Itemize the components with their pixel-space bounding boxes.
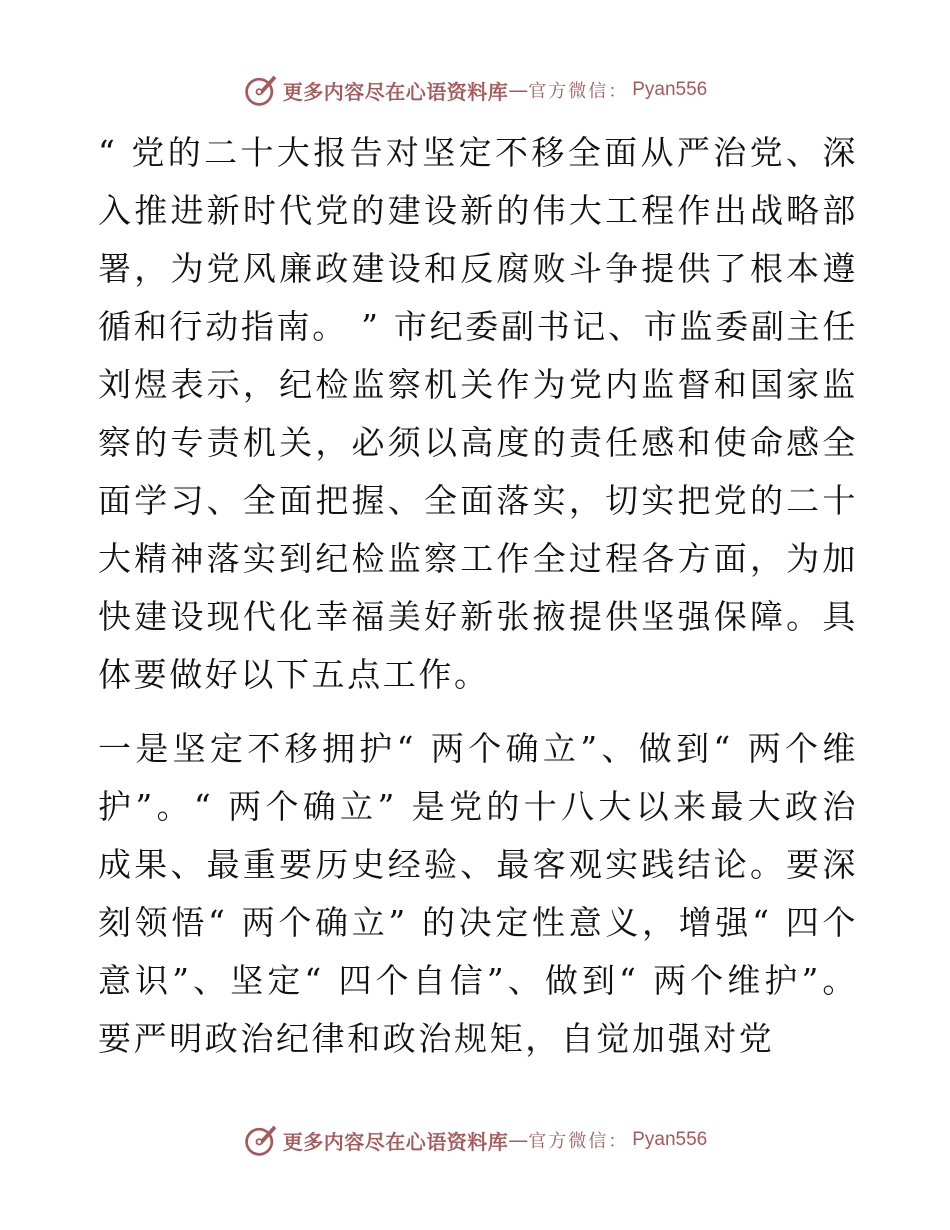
banner-dash: —	[508, 1128, 529, 1152]
banner-official-label: 官方微信：	[528, 1131, 629, 1152]
banner-official-label: 官方微信：	[528, 81, 629, 102]
header-banner	[0, 70, 950, 110]
footer-banner	[0, 1120, 950, 1160]
paragraph-point-one: 一是坚定不移拥护“ 两个确立”、做到“ 两个维护”。“ 两个确立” 是党的十八大以来最大政治成果、最重要历史经验、最客观实践结论。要深刻领悟“ 两个确立” 的决定性意义，增强“ 四个意识”、坚定“ 四个自信”、做到“ 两个维护”。要严明政治纪律和政治规矩，自觉加强对党	[98, 729, 858, 1058]
paragraph-intro: “ 党的二十大报告对坚定不移全面从严治党、深入推进新时代党的建设新的伟大工程作出战略部署，为党风廉政建设和反腐败斗争提供了根本遵循和行动指南。 ” 市纪委副书记、市监委副主任刘煜表示，纪检监察机关作为党内监督和国家监察的专责机关，必须以高度的责任感和使命感全面学习、全面把握、全面落实，切实把党的二十大精神落实到纪检监察工作全过程各方面，为加快建设现代化幸福美好新张掖提供坚强保障。具体要做好以下五点工作。	[98, 133, 858, 694]
document-body	[98, 124, 858, 1068]
banner-dash: —	[508, 78, 529, 102]
pen-nib-logo-icon	[243, 72, 279, 108]
pen-nib-logo-icon	[243, 1122, 279, 1158]
banner-main-text: 更多内容尽在心语资料库	[282, 1129, 509, 1154]
banner-main-text: 更多内容尽在心语资料库	[282, 79, 509, 104]
banner-wechat-id: Pyan556	[632, 1129, 708, 1150]
banner-wechat-id: Pyan556	[632, 79, 708, 100]
